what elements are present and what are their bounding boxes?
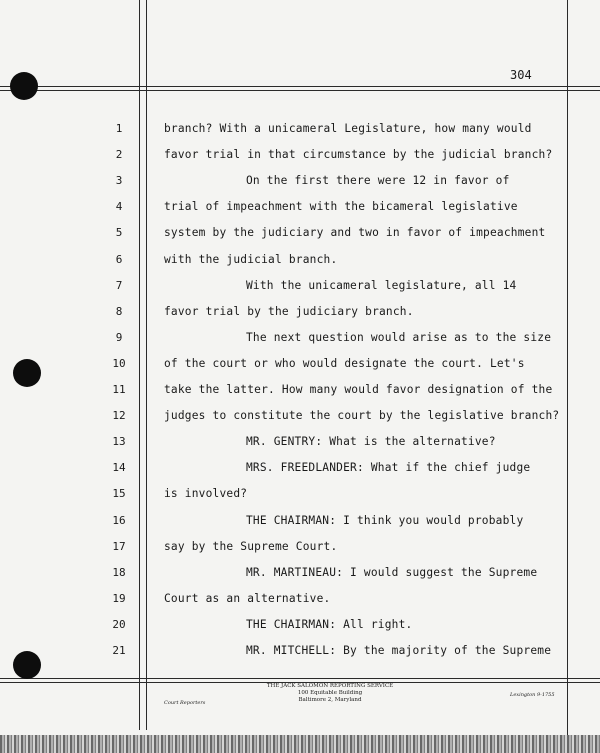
line-text: THE CHAIRMAN: I think you would probably	[246, 513, 524, 527]
binder-hole-top	[10, 72, 38, 100]
line-number: 8	[115, 304, 123, 318]
line-number: 9	[115, 330, 123, 344]
line-text: trial of impeachment with the bicameral legislative	[164, 200, 518, 214]
scan-edge-noise	[0, 735, 600, 753]
line-number: 7	[115, 278, 123, 292]
footer-rule	[0, 678, 600, 679]
line-number: 21	[112, 644, 126, 657]
footer-right-label: Lexington 9-1755	[510, 692, 555, 698]
transcript-line	[0, 200, 600, 226]
transcript-line	[0, 148, 600, 174]
header-rule-2	[0, 90, 600, 91]
transcript-line	[0, 435, 600, 461]
line-number: 1	[115, 122, 123, 135]
line-text: favor trial in that circumstance by the judicial branch?	[164, 148, 553, 162]
transcript-line	[0, 487, 600, 513]
footer-address-2: Baltimore 2, Maryland	[298, 697, 362, 703]
transcript-line	[0, 383, 600, 409]
footer-left-label: Court Reporters	[164, 700, 206, 706]
line-text: With the unicameral legislature, all 14	[246, 278, 517, 292]
line-text: is involved?	[164, 487, 248, 501]
footer-company: THE JACK SALOMON REPORTING SERVICE	[266, 683, 394, 689]
header-rule	[0, 86, 600, 87]
line-number: 11	[112, 383, 126, 396]
transcript-line	[0, 514, 600, 540]
line-text: judges to constitute the court by the legislative branch?	[164, 409, 560, 423]
line-number: 16	[112, 513, 126, 527]
line-number: 2	[115, 148, 123, 162]
line-text: MR. MARTINEAU: I would suggest the Supreme	[246, 565, 538, 579]
transcript-line	[0, 409, 600, 435]
line-text: take the latter. How many would favor designation of the	[164, 383, 553, 396]
transcript-line	[0, 540, 600, 566]
line-number: 14	[112, 461, 126, 475]
line-number: 15	[112, 487, 126, 501]
page-number: 304	[510, 68, 532, 82]
transcript-line	[0, 174, 600, 200]
transcript-line	[0, 618, 600, 644]
transcript-line	[0, 122, 600, 148]
line-number: 20	[112, 617, 126, 631]
line-text: MR. GENTRY: What is the alternative?	[246, 435, 496, 449]
transcript-line	[0, 566, 600, 592]
transcript-line	[0, 279, 600, 305]
line-number: 10	[112, 356, 126, 370]
line-text: The next question would arise as to the size	[246, 330, 552, 344]
line-text: branch? With a unicameral Legislature, how many would	[164, 122, 532, 135]
line-text: MR. MITCHELL: By the majority of the Supreme	[246, 644, 552, 657]
line-number: 18	[112, 565, 126, 579]
transcript-line	[0, 357, 600, 383]
line-number: 19	[112, 591, 126, 605]
line-text: THE CHAIRMAN: All right.	[246, 617, 413, 631]
transcript-line	[0, 644, 600, 670]
line-number: 6	[115, 252, 123, 266]
line-number: 13	[112, 435, 126, 449]
line-number: 12	[112, 409, 126, 423]
line-number: 17	[112, 539, 126, 553]
transcript-line	[0, 253, 600, 279]
transcript-line	[0, 331, 600, 357]
line-text: with the judicial branch.	[164, 252, 338, 266]
line-number: 4	[115, 200, 123, 214]
line-text: favor trial by the judiciary branch.	[164, 304, 414, 318]
transcript-line	[0, 305, 600, 331]
line-number: 3	[115, 174, 123, 188]
transcript-line	[0, 461, 600, 487]
line-text: of the court or who would designate the court. Let's	[164, 356, 525, 370]
transcript-line	[0, 226, 600, 252]
footer-address-1: 100 Equitable Building	[297, 690, 363, 696]
line-text: say by the Supreme Court.	[164, 539, 338, 553]
line-number: 5	[115, 226, 123, 240]
line-text: On the first there were 12 in favor of	[246, 174, 510, 188]
line-text: Court as an alternative.	[164, 591, 331, 605]
footer-reporting-service	[230, 683, 430, 704]
line-text: system by the judiciary and two in favor of impeachment	[164, 226, 546, 240]
transcript-line	[0, 592, 600, 618]
line-text: MRS. FREEDLANDER: What if the chief judge	[246, 461, 531, 475]
